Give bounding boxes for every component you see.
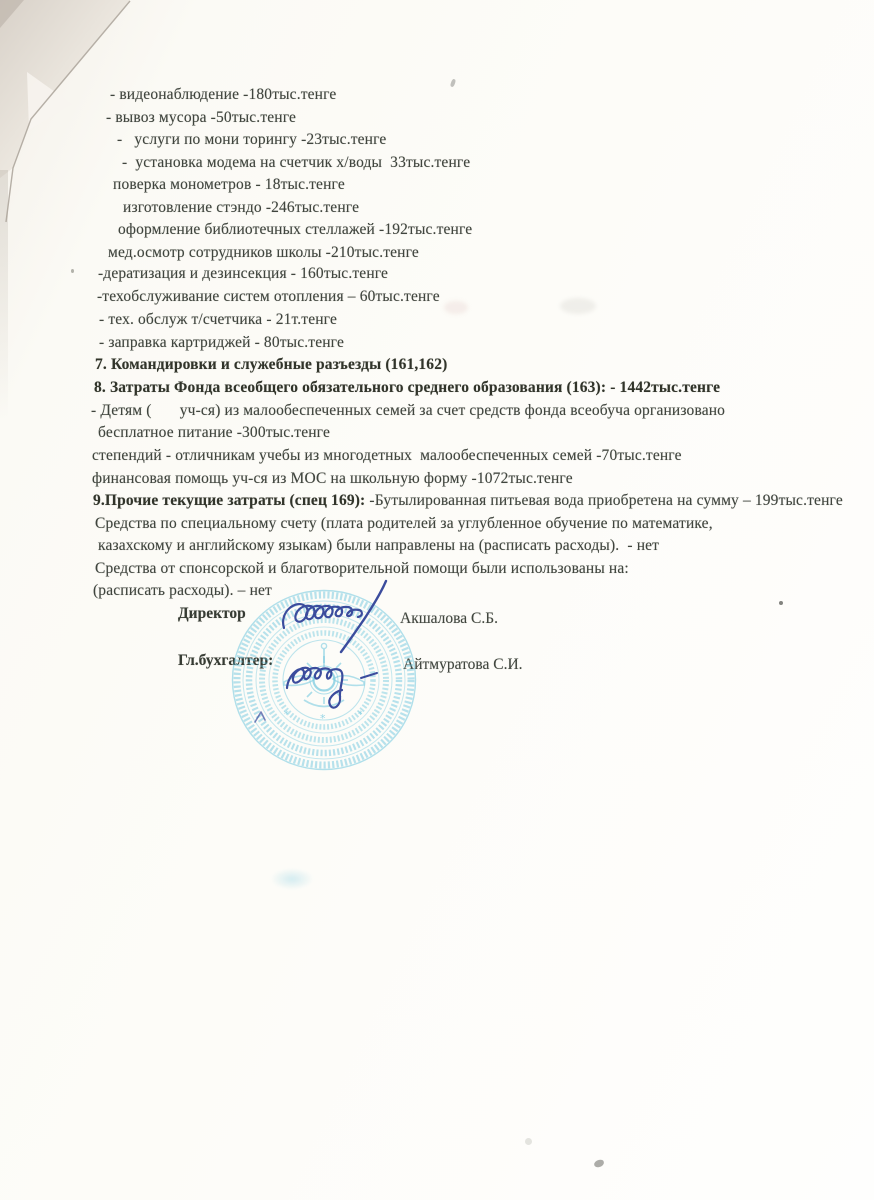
text-line: изготовление стэндо -246тыс.тенге [123,199,360,216]
svg-text:*: * [358,710,363,720]
chief-accountant-name: Айтмуратова С.И. [403,656,523,673]
text-line: - услуги по мони торингу -23тыс.тенге [117,131,387,148]
scan-speck [779,601,783,605]
text-line: мед.осмотр сотрудников школы -210тыс.тенге [108,244,419,261]
text-line: - заправка картриджей - 80тыс.тенге [99,334,345,351]
text-line: поверка монометров - 18тыс.тенге [113,176,345,193]
text-line: Средства от спонсорской и благотворительной помощи были использованы на: [95,560,629,577]
text-line: оформление библиотечных стеллажей -192тыс.тенге [118,221,473,238]
text-line: - установка модема на счетчик х/воды 33тыс.тенге [122,154,471,171]
scan-smudge [444,301,468,314]
director-name: Акшалова С.Б. [400,610,499,627]
chief-accountant-label: Гл.бухгалтер: [178,652,274,669]
text-line: -техобслуживание систем отопления – 60тыс.тенге [97,288,440,305]
official-stamp-icon [228,586,420,774]
text-line: - вывоз мусора -50тыс.тенге [106,109,297,126]
text-line: (расписать расходы). – нет [93,582,272,599]
text-line: степендий - отличникам учебы из многодетных малообеспеченных семей -70тыс.тенге [92,447,682,464]
director-label: Директор [178,605,246,622]
text-line: - тех. обслуж т/счетчика - 21т.тенге [99,311,338,328]
svg-text:*: * [284,710,289,720]
scan-smudge [560,298,596,314]
text-line: финансовая помощь уч-ся из МОС на школьную форму -1072тыс.тенге [92,470,573,487]
text-line: 8. Затраты Фонда всеобщего обязательного среднего образования (163): - 1442тыс.тенге [94,379,721,396]
scan-speck [593,1159,604,1168]
text-line: Средства по специальному счету (плата родителей за углубленное обучение по математике, [95,515,713,532]
text-line: - видеонаблюдение -180тыс.тенге [110,86,337,103]
text-line: 9.Прочие текущие затраты (спец 169): -Бутылированная питьевая вода приобретена на сумму – 199тыс.тенге [93,492,843,509]
stamp-ink-smudge [270,868,314,890]
stamp-star-glyph: * [320,712,326,725]
text-line: -дератизация и дезинсекция - 160тыс.тенге [98,265,389,282]
text-line: 7. Командировки и служебные разъезды (161,162) [95,356,448,373]
scan-speck [525,1138,532,1145]
scan-speck [450,79,456,88]
text-line: бесплатное питание -300тыс.тенге [98,424,331,441]
text-line: казахскому и английскому языкам) были направлены на (расписать расходы). - нет [98,537,660,554]
text-line: - Детям ( уч-ся) из малообеспеченных семей за счет средств фонда всеобуча организовано [91,402,726,419]
